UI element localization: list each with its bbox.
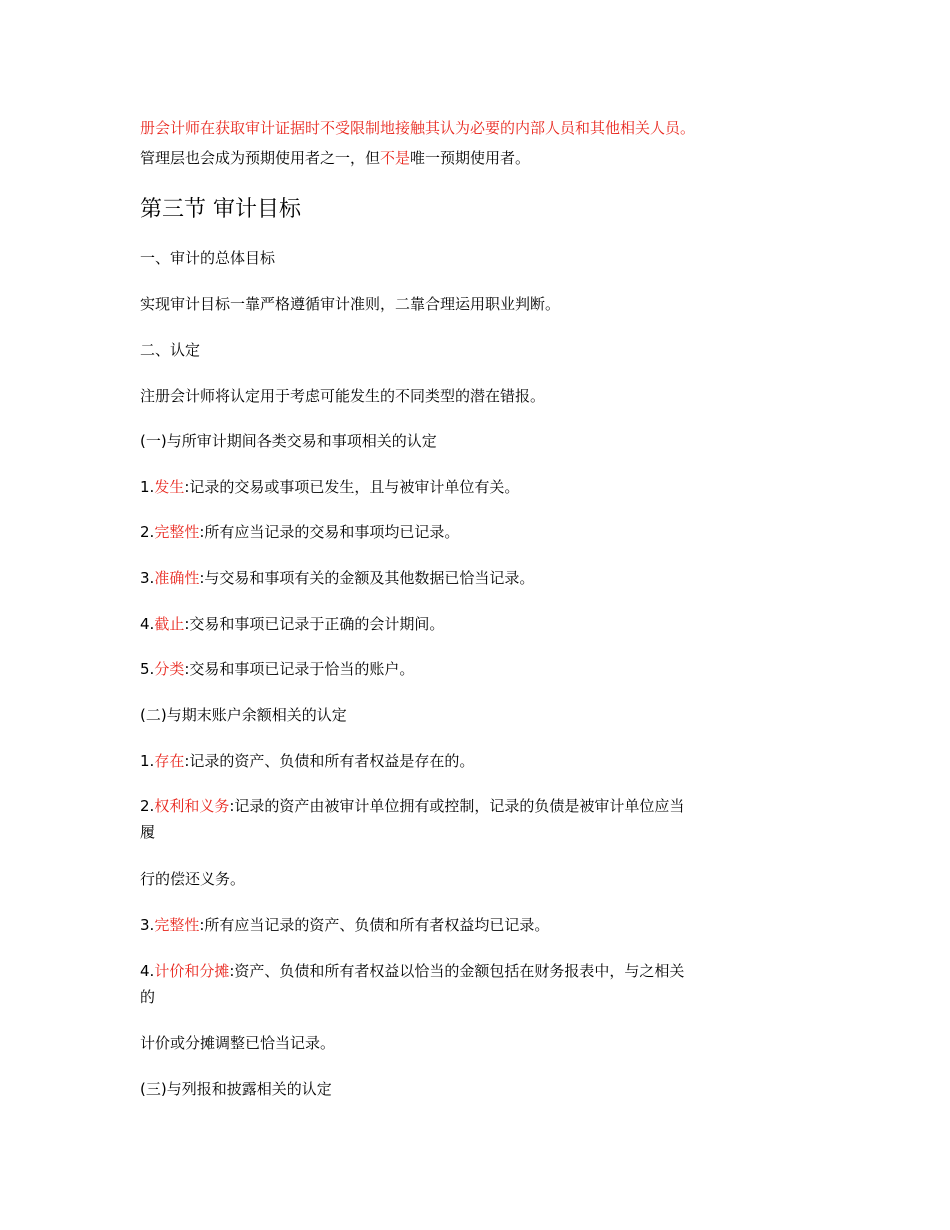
- item-desc: :记录的交易或事项已发生，且与被审计单位有关。: [184, 478, 520, 496]
- assertions-heading: 二、认定: [140, 341, 201, 359]
- item-desc: :与交易和事项有关的金额及其他数据已恰当记录。: [199, 569, 535, 587]
- item-term: 权利和义务: [154, 797, 230, 815]
- item-number: 4.: [140, 615, 155, 633]
- item-desc: :交易和事项已记录于恰当的账户。: [184, 660, 415, 678]
- item-desc: :交易和事项已记录于正确的会计期间。: [184, 615, 445, 633]
- item-wrap: 的: [140, 988, 156, 1006]
- group1-item: [140, 614, 444, 634]
- item-number: 3.: [140, 916, 155, 934]
- group1-item: [140, 659, 414, 679]
- item-term: 截止: [154, 615, 185, 633]
- item-number: 5.: [140, 660, 155, 678]
- item-number: 1.: [140, 478, 155, 496]
- item-term: 计价和分摊: [154, 962, 230, 980]
- item-desc: :所有应当记录的交易和事项均已记录。: [199, 523, 460, 541]
- intro-line-2-suffix: 唯一预期使用者。: [410, 149, 531, 167]
- group1-heading: (一)与所审计期间各类交易和事项相关的认定: [140, 432, 437, 450]
- item-desc: :记录的资产、负债和所有者权益是存在的。: [184, 752, 475, 770]
- item-desc: :所有应当记录的资产、负债和所有者权益均已记录。: [199, 916, 550, 934]
- group2-heading: (二)与期末账户余额相关的认定: [140, 706, 347, 724]
- item-continuation: 行的偿还义务。: [140, 870, 246, 888]
- item-term: 完整性: [154, 523, 200, 541]
- item-term: 分类: [154, 660, 185, 678]
- group2-item: [140, 751, 474, 771]
- item-term: 存在: [154, 752, 185, 770]
- item-number: 2.: [140, 523, 155, 541]
- overall-text: 实现审计目标一靠严格遵循审计准则，二靠合理运用职业判断。: [140, 295, 561, 313]
- item-continuation: 计价或分摊调整已恰当记录。: [140, 1034, 336, 1052]
- item-number: 3.: [140, 569, 155, 587]
- overall-heading: 一、审计的总体目标: [140, 249, 276, 267]
- item-number: 2.: [140, 797, 155, 815]
- item-wrap: 履: [140, 823, 156, 841]
- intro-line-1: 册会计师在获取审计证据时不受限制地接触其认为必要的内部人员和其他相关人员。: [140, 119, 696, 137]
- item-number: 4.: [140, 962, 155, 980]
- item-desc: :记录的资产由被审计单位拥有或控制，记录的负债是被审计单位应当: [229, 797, 685, 815]
- item-term: 发生: [154, 478, 185, 496]
- item-term: 准确性: [154, 569, 200, 587]
- item-desc: :资产、负债和所有者权益以恰当的金额包括在财务报表中，与之相关: [229, 962, 685, 980]
- group2-item: [140, 796, 684, 816]
- item-term: 完整性: [154, 916, 200, 934]
- intro-emphasis: 不是: [380, 149, 411, 167]
- group1-item: [140, 477, 519, 497]
- group1-item: [140, 568, 534, 588]
- intro-line-2: [140, 148, 530, 168]
- item-number: 1.: [140, 752, 155, 770]
- assertions-intro: 注册会计师将认定用于考虑可能发生的不同类型的潜在错报。: [140, 387, 546, 405]
- group3-heading: (三)与列报和披露相关的认定: [140, 1080, 332, 1098]
- group2-item: [140, 961, 684, 981]
- section-title: 第三节 审计目标: [140, 197, 301, 222]
- group2-item: [140, 915, 549, 935]
- intro-line-2-prefix: 管理层也会成为预期使用者之一，但: [140, 149, 381, 167]
- group1-item: [140, 522, 459, 542]
